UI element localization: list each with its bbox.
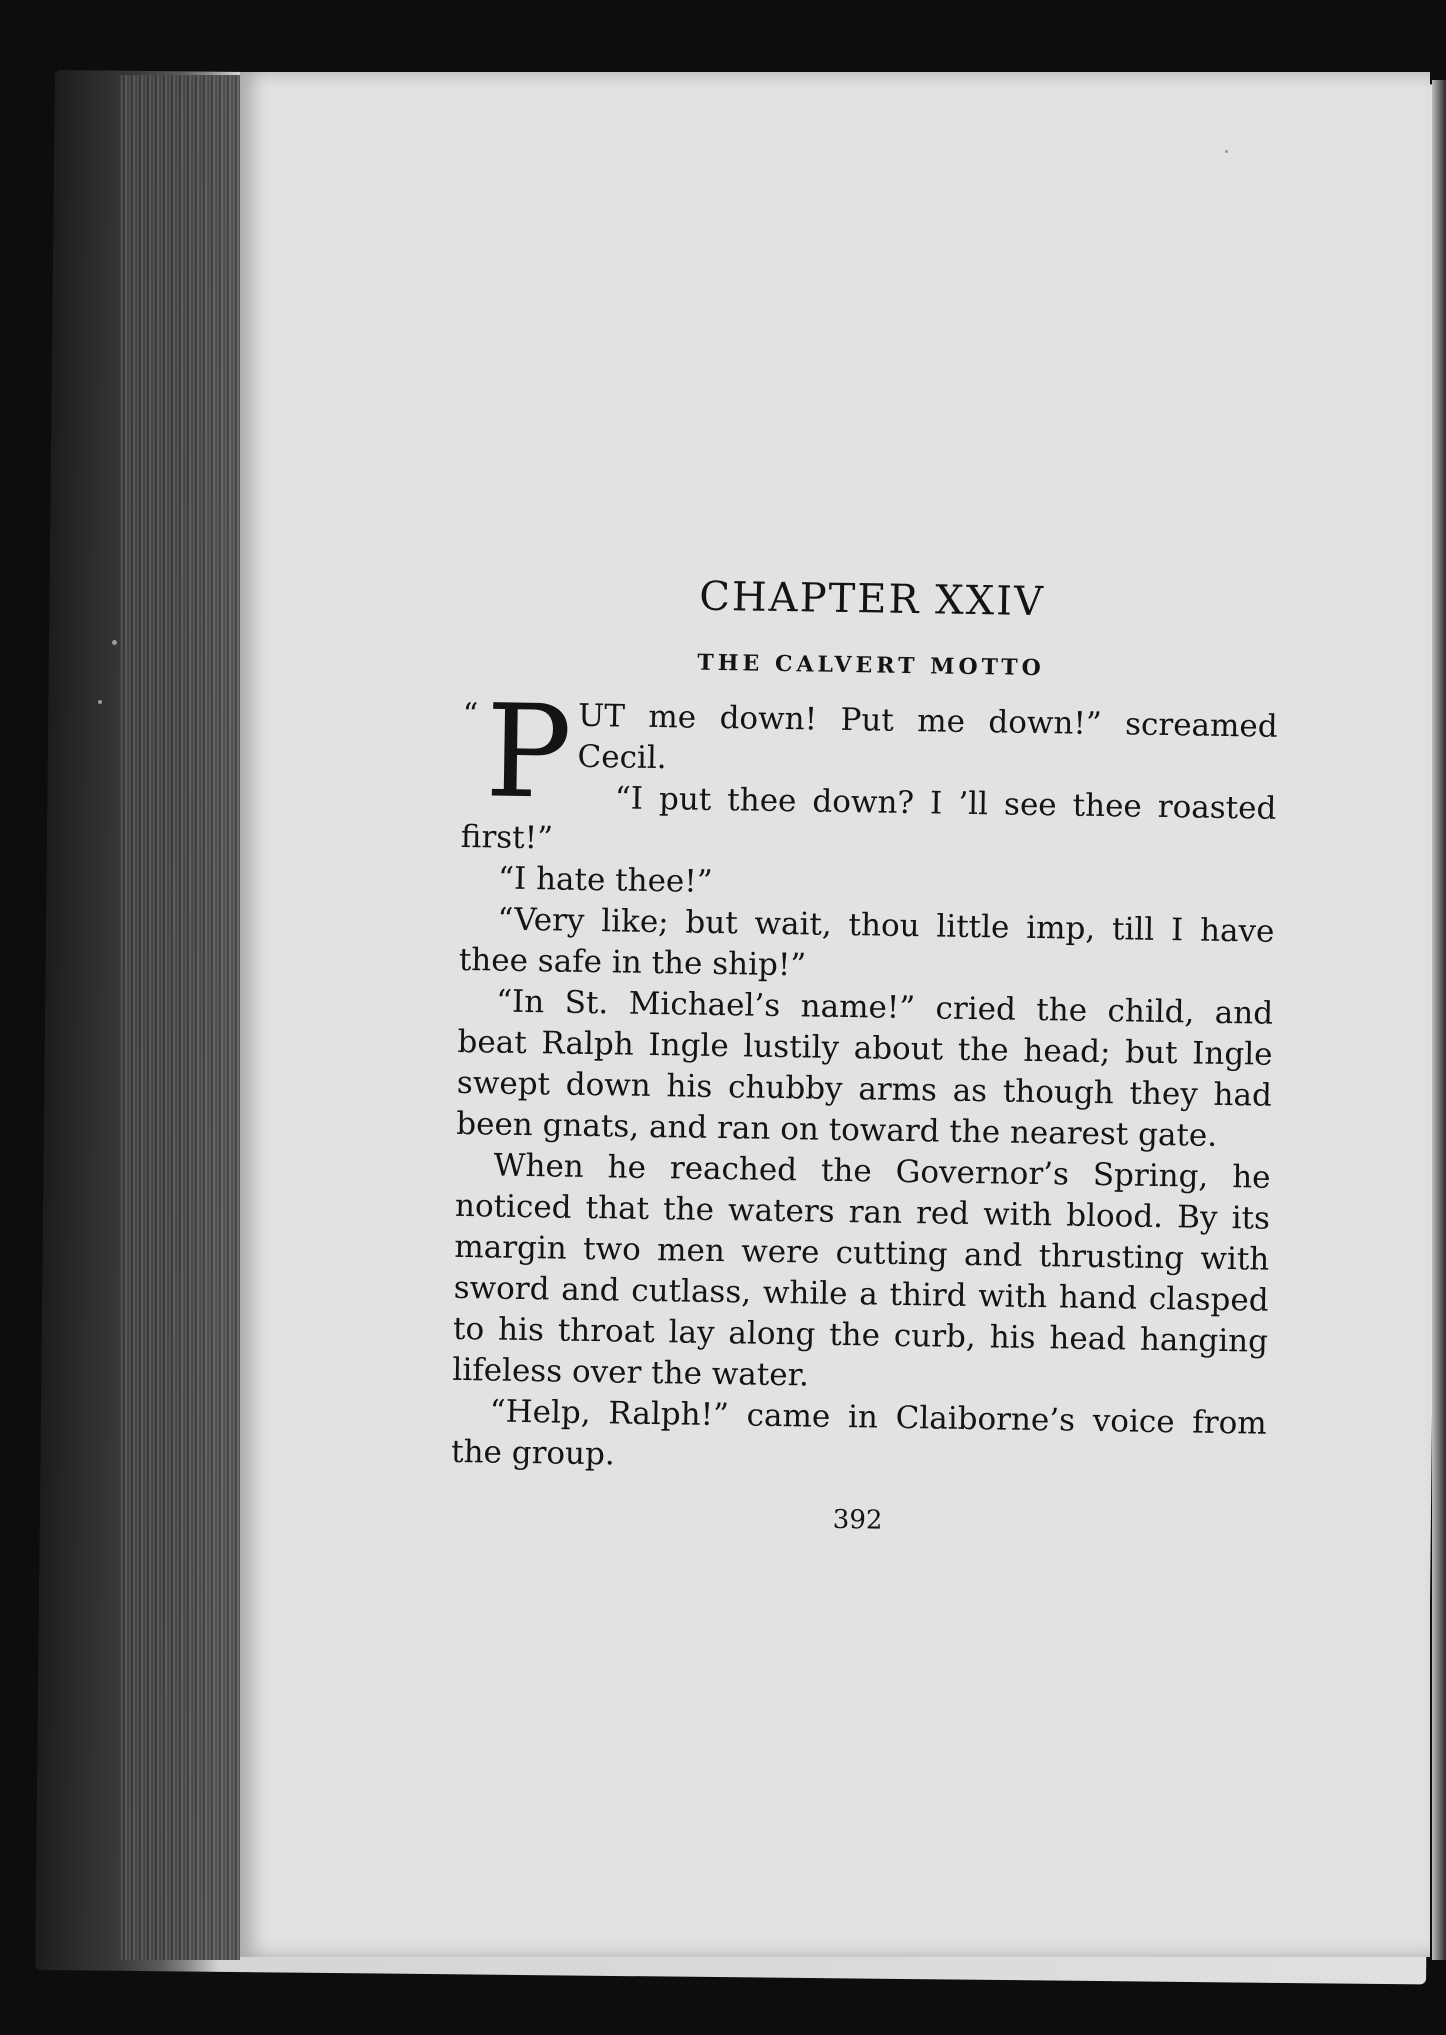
paragraph: “Very like; but wait, thou little imp, till I have thee safe in the ship!” — [458, 901, 1275, 984]
body-text — [450, 677, 1278, 1486]
paragraph: “Help, Ralph!” came in Claiborne’s voice from the group. — [450, 1393, 1267, 1473]
text-column — [450, 570, 1280, 1542]
chapter-title: CHAPTER XXIV — [698, 573, 1046, 626]
page-number: 392 — [832, 1504, 883, 1536]
paragraph: “In St. Michael’s name!” cried the child, and beat Ralph Ingle lustily about the head; but Ingle swept down his chubby arms as though they had been gnats, and ran on toward the nearest gate. — [456, 983, 1274, 1154]
right-page-edge — [1432, 80, 1446, 1960]
drop-cap-block — [461, 677, 573, 828]
paragraph: “I put thee down? I ’ll see thee roasted first!” — [460, 780, 1277, 857]
opening-text: UT me down! Put me down!” screamed Cecil. — [577, 697, 1278, 777]
dust-speck — [112, 640, 117, 645]
drop-cap-letter: P — [484, 677, 573, 828]
page-edges — [120, 75, 240, 1960]
paragraph: When he reached the Governor’s Spring, he noticed that the waters ran red with blood. By its margin two men were cutting and thrusting with sword and cutlass, while a third with hand clasped to his throat lay along the curb, his head hanging lifeless over the water. — [452, 1147, 1271, 1394]
chapter-subtitle: THE CALVERT MOTTO — [697, 649, 1045, 682]
dust-speck — [98, 700, 102, 704]
paragraph: “I hate thee!” — [497, 860, 713, 900]
open-quote: “ — [462, 696, 479, 733]
dust-speck — [1225, 150, 1228, 153]
